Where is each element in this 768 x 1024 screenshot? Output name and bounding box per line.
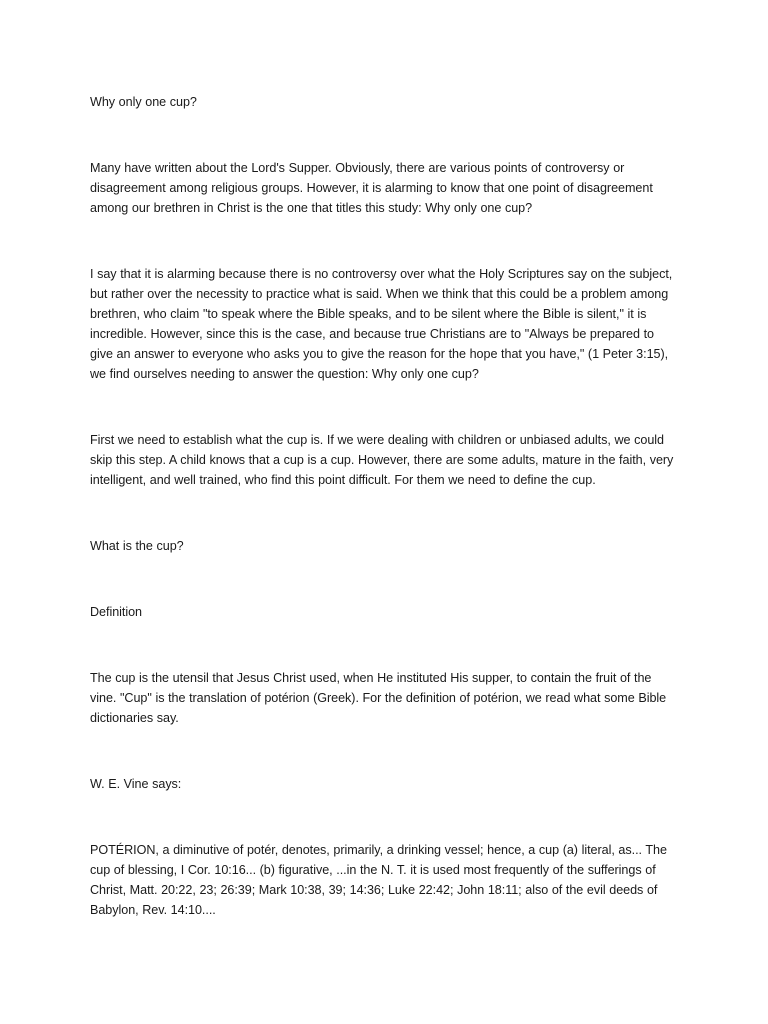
vine-quote: POTÉRION, a diminutive of potér, denotes, primarily, a drinking vessel; hence, a cup (a) literal, as... The cup of blessing, I Cor. 10:16... (b) figurative, ...in the N. T. it is used most frequently of the sufferings of Christ, Matt. 20:22, 23; 26:39; Mark 10:38, 39; 14:36; Luke 22:42; John 18:11; also of the evil deeds of Babylon, Rev. 14:10.... (90, 843, 667, 917)
spacer (90, 384, 680, 430)
paragraph-alarming: I say that it is alarming because there is no controversy over what the Holy Scriptures say on the subject, but rather over the necessity to practice what is said. When we think that this could be a problem among brethren, who claim "to speak where the Bible speaks, and to be silent where the Bible is silent," it is incredible. However, since this is the case, and because true Christians are to "Always be prepared to give an answer to everyone who asks you to give the reason for the hope that you have," (1 Peter 3:15), we find ourselves needing to answer the question: Why only one cup? (90, 267, 673, 381)
spacer (90, 728, 680, 774)
subheading-what-is-the-cup: What is the cup? (90, 539, 184, 553)
spacer (90, 112, 680, 158)
paragraph-definition: The cup is the utensil that Jesus Christ used, when He instituted His supper, to contain the fruit of the vine. "Cup" is the translation of potérion (Greek). For the definition of potérion, we read what some Bible dictionaries say. (90, 671, 667, 725)
subheading-definition: Definition (90, 605, 143, 619)
spacer (90, 218, 680, 264)
spacer (90, 556, 680, 602)
paragraph-intro: Many have written about the Lord's Supper. Obviously, there are various points of controversy or disagreement among religious groups. However, it is alarming to know that one point of disagreement among our brethren in Christ is the one that titles this study: Why only one cup? (90, 161, 653, 215)
vine-intro: W. E. Vine says: (90, 777, 182, 791)
spacer (90, 490, 680, 536)
document-title: Why only one cup? (90, 95, 197, 109)
spacer (90, 622, 680, 668)
paragraph-establish: First we need to establish what the cup is. If we were dealing with children or unbiased adults, we could skip this step. A child knows that a cup is a cup. However, there are some adults, mature in the faith, very intelligent, and well trained, who find this point difficult. For them we need to define the cup. (90, 433, 674, 487)
spacer (90, 794, 680, 840)
document-page (90, 92, 680, 920)
